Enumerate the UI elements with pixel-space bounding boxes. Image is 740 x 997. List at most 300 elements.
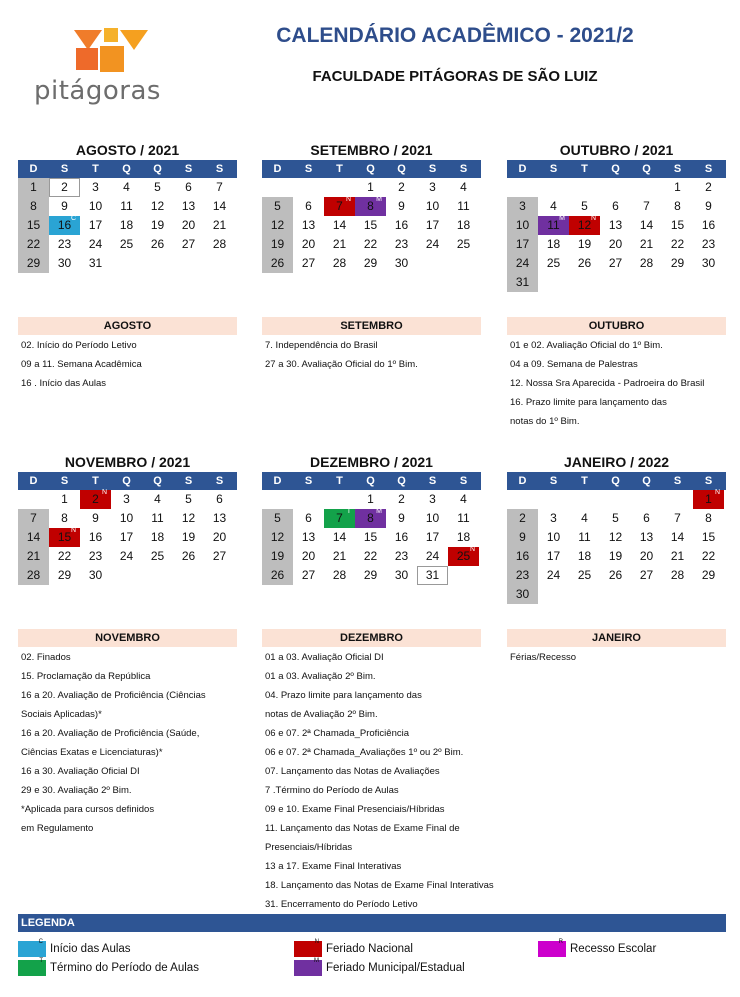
day-number: 27 <box>301 568 316 582</box>
calendar-week <box>18 490 237 509</box>
calendar-day <box>293 254 324 273</box>
day-number: 11 <box>457 199 470 213</box>
calendar-day <box>173 509 204 528</box>
pitagoras-logo <box>34 26 164 106</box>
day-event-mark: M <box>376 508 382 515</box>
calendar-day <box>417 178 448 197</box>
calendar-day <box>293 216 324 235</box>
day-number: 25 <box>456 237 471 251</box>
legend-label: Término do Período de Aulas <box>50 961 199 974</box>
calendar-empty-cell <box>600 273 631 292</box>
calendar-day <box>204 197 235 216</box>
legend-swatch <box>538 938 566 957</box>
calendar-day <box>538 547 569 566</box>
calendar-empty-cell <box>173 254 204 273</box>
notes-list <box>507 647 726 667</box>
calendar-day <box>173 547 204 566</box>
day-number: 28 <box>639 256 654 270</box>
weekday-label: S <box>428 475 437 487</box>
calendar-day <box>386 566 417 585</box>
calendar-day <box>693 566 724 585</box>
day-number: 8 <box>367 199 374 213</box>
calendar-day <box>693 216 724 235</box>
month-calendar-outubro <box>507 140 726 292</box>
calendar-day <box>507 528 538 547</box>
calendar-day <box>142 235 173 254</box>
day-number: 19 <box>150 218 165 232</box>
calendar-day <box>569 547 600 566</box>
calendar-empty-cell <box>507 490 538 509</box>
weekday-label: S <box>60 163 69 175</box>
calendar-empty-cell <box>262 490 293 509</box>
day-number: 4 <box>460 492 467 506</box>
day-number: 31 <box>515 275 530 289</box>
calendar-day <box>386 197 417 216</box>
day-number: 31 <box>88 256 103 270</box>
calendar-week <box>18 235 237 254</box>
pitagoras-logo-icon <box>70 28 150 74</box>
day-number: 19 <box>270 237 285 251</box>
legend-mark: N <box>314 938 319 945</box>
day-number: 23 <box>394 549 409 563</box>
notes-novembro <box>18 629 237 838</box>
day-number: 23 <box>701 237 716 251</box>
calendar-day <box>49 216 80 235</box>
calendar-day <box>507 216 538 235</box>
calendar-day <box>18 509 49 528</box>
day-number: 26 <box>577 256 592 270</box>
day-event-mark: N <box>101 489 107 496</box>
day-number: 21 <box>26 549 41 563</box>
calendar-day <box>204 509 235 528</box>
day-number: 9 <box>61 199 68 213</box>
calendar-day <box>600 235 631 254</box>
note-item: notas do 1º Bim. <box>510 416 580 427</box>
day-number: 3 <box>519 199 526 213</box>
day-number: 26 <box>270 256 285 270</box>
note-item: 31. Encerramento do Período Letivo <box>265 899 418 910</box>
calendar-grid <box>18 160 237 273</box>
calendar-day <box>600 216 631 235</box>
day-number: 13 <box>212 511 227 525</box>
calendar-day <box>569 216 600 235</box>
day-number: 2 <box>519 511 526 525</box>
calendar-day <box>18 178 49 197</box>
calendar-week <box>18 528 237 547</box>
legend-swatch <box>18 957 46 976</box>
day-number: 21 <box>639 237 654 251</box>
day-number: 25 <box>577 568 592 582</box>
calendar-empty-cell <box>142 566 173 585</box>
day-number: 16 <box>88 530 103 544</box>
calendar-day <box>262 197 293 216</box>
legend-item-recesso <box>538 940 656 957</box>
calendar-day <box>173 528 204 547</box>
calendar-day <box>693 235 724 254</box>
calendar-day <box>111 509 142 528</box>
month-title: NOVEMBRO / 2021 <box>64 454 191 470</box>
day-number: 7 <box>336 199 343 213</box>
day-number: 5 <box>581 199 588 213</box>
legend-swatch <box>294 938 322 957</box>
day-number: 28 <box>26 568 41 582</box>
day-number: 18 <box>577 549 592 563</box>
calendar-day <box>662 509 693 528</box>
calendar-week <box>507 585 726 604</box>
day-number: 26 <box>150 237 165 251</box>
day-number: 5 <box>274 199 281 213</box>
day-number: 7 <box>336 511 343 525</box>
day-number: 2 <box>61 180 68 194</box>
calendar-day <box>111 547 142 566</box>
calendar-day <box>386 178 417 197</box>
calendar-empty-cell <box>142 254 173 273</box>
calendar-week <box>262 490 481 509</box>
calendar-day <box>448 547 479 566</box>
calendar-day <box>204 235 235 254</box>
weekday-label: S <box>215 475 224 487</box>
day-number: 16 <box>57 218 72 232</box>
note-item: 06 e 07. 2ª Chamada_Proficiência <box>265 728 409 739</box>
weekday-header <box>262 160 481 178</box>
calendar-day <box>18 197 49 216</box>
calendar-day <box>142 528 173 547</box>
weekday-label: Q <box>366 475 375 487</box>
day-number: 22 <box>363 237 378 251</box>
day-number: 24 <box>546 568 561 582</box>
calendar-empty-cell <box>631 585 662 604</box>
calendar-day <box>142 509 173 528</box>
day-number: 1 <box>367 492 374 506</box>
calendar-week <box>18 216 237 235</box>
day-number: 26 <box>608 568 623 582</box>
notes-list <box>507 335 726 431</box>
calendar-day <box>631 509 662 528</box>
weekday-header <box>18 472 237 490</box>
weekday-label: S <box>215 163 224 175</box>
calendar-day <box>600 509 631 528</box>
calendar-week <box>507 547 726 566</box>
day-number: 12 <box>181 511 196 525</box>
note-item: 7 .Término do Período de Aulas <box>265 785 399 796</box>
note-item: 27 a 30. Avaliação Oficial do 1º Bim. <box>265 359 418 370</box>
calendar-day <box>507 566 538 585</box>
calendar-day <box>448 509 479 528</box>
logo-wordmark: pitágoras <box>34 76 161 106</box>
day-number: 27 <box>608 256 623 270</box>
day-number: 7 <box>643 199 650 213</box>
legend-mark: M <box>314 957 319 964</box>
note-item: 29 e 30. Avaliação 2º Bim. <box>21 785 132 796</box>
weekday-label: S <box>304 475 313 487</box>
notes-header: OUTUBRO <box>507 317 726 335</box>
day-event-mark: T <box>346 508 351 515</box>
calendar-day <box>417 216 448 235</box>
day-number: 28 <box>332 568 347 582</box>
day-number: 3 <box>550 511 557 525</box>
calendar-empty-cell <box>662 273 693 292</box>
day-number: 22 <box>26 237 41 251</box>
calendar-day <box>355 197 386 216</box>
calendar-week <box>18 178 237 197</box>
day-number: 10 <box>425 199 440 213</box>
day-number: 24 <box>515 256 530 270</box>
calendar-day <box>204 178 235 197</box>
calendar-week <box>507 528 726 547</box>
calendar-day <box>355 216 386 235</box>
weekday-label: S <box>459 163 468 175</box>
calendar-day <box>693 528 724 547</box>
day-event-mark: M <box>559 215 565 222</box>
calendar-day <box>448 178 479 197</box>
day-number: 6 <box>185 180 192 194</box>
note-item: 02. Início do Período Letivo <box>21 340 137 351</box>
calendar-day <box>18 254 49 273</box>
day-number: 1 <box>674 180 681 194</box>
note-item: 09 a 11. Semana Acadêmica <box>21 359 142 370</box>
calendar-day <box>173 235 204 254</box>
legend-swatch <box>18 938 46 957</box>
day-number: 6 <box>643 511 650 525</box>
calendar-day <box>49 178 80 197</box>
calendar-day <box>111 528 142 547</box>
day-number: 21 <box>212 218 227 232</box>
calendar-day <box>448 197 479 216</box>
calendar-week <box>507 254 726 273</box>
calendar-day <box>386 235 417 254</box>
note-item: 18. Lançamento das Notas de Exame Final Interativas <box>265 880 494 891</box>
note-item: 16 a 30. Avaliação Oficial DI <box>21 766 140 777</box>
calendar-week <box>262 216 481 235</box>
day-number: 30 <box>701 256 716 270</box>
day-number: 9 <box>92 511 99 525</box>
weekday-label: S <box>184 163 193 175</box>
day-number: 17 <box>546 549 561 563</box>
day-number: 10 <box>515 218 530 232</box>
day-number: 7 <box>674 511 681 525</box>
day-number: 24 <box>119 549 134 563</box>
day-number: 9 <box>398 511 405 525</box>
day-number: 30 <box>394 256 409 270</box>
calendar-day <box>262 528 293 547</box>
calendar-day <box>355 528 386 547</box>
day-number: 6 <box>305 199 312 213</box>
day-number: 27 <box>301 256 316 270</box>
calendar-day <box>80 254 111 273</box>
day-number: 13 <box>301 530 316 544</box>
legend-mark: C <box>38 938 43 945</box>
calendar-day <box>538 509 569 528</box>
legend-item-municipal <box>294 959 465 976</box>
calendar-empty-cell <box>173 566 204 585</box>
calendar-day <box>293 566 324 585</box>
calendar-day <box>386 254 417 273</box>
calendar-day <box>262 216 293 235</box>
note-item: 16. Prazo limite para lançamento das <box>510 397 667 408</box>
calendar-day <box>662 216 693 235</box>
calendar-day <box>600 566 631 585</box>
day-number: 25 <box>456 549 471 563</box>
calendar-day <box>80 235 111 254</box>
day-number: 10 <box>119 511 134 525</box>
day-number: 10 <box>425 511 440 525</box>
calendar-empty-cell <box>538 178 569 197</box>
calendar-day <box>417 197 448 216</box>
day-number: 19 <box>608 549 623 563</box>
day-number: 8 <box>367 511 374 525</box>
note-item: 16 . Início das Aulas <box>21 378 107 389</box>
calendar-day <box>569 528 600 547</box>
weekday-label: Q <box>153 163 162 175</box>
calendar-empty-cell <box>111 566 142 585</box>
weekday-label: D <box>273 475 282 487</box>
note-item: em Regulamento <box>21 823 94 834</box>
note-item: Ciências Exatas e Licenciaturas)* <box>21 747 163 758</box>
calendar-day <box>631 254 662 273</box>
day-number: 11 <box>547 218 560 232</box>
note-item: 04. Prazo limite para lançamento das <box>265 690 422 701</box>
calendar-day <box>324 216 355 235</box>
calendar-day <box>293 235 324 254</box>
calendar-day <box>324 509 355 528</box>
day-number: 4 <box>460 180 467 194</box>
day-number: 11 <box>120 199 133 213</box>
day-number: 15 <box>57 530 72 544</box>
day-number: 17 <box>515 237 530 251</box>
calendar-day <box>631 566 662 585</box>
calendar-day <box>173 216 204 235</box>
weekday-label: D <box>518 475 527 487</box>
day-number: 3 <box>429 180 436 194</box>
calendar-day <box>262 254 293 273</box>
weekday-header <box>262 472 481 490</box>
calendar-empty-cell <box>569 273 600 292</box>
day-number: 18 <box>456 218 471 232</box>
day-number: 11 <box>457 511 470 525</box>
calendar-day <box>600 254 631 273</box>
weekday-label: Q <box>611 475 620 487</box>
day-number: 28 <box>670 568 685 582</box>
calendar-day <box>262 509 293 528</box>
calendar-day <box>80 528 111 547</box>
calendar-day <box>538 566 569 585</box>
day-event-mark: N <box>590 215 596 222</box>
calendar-day <box>507 547 538 566</box>
calendar-grid <box>18 472 237 585</box>
calendar-grid <box>507 160 726 292</box>
legend-item-inicio <box>18 940 131 957</box>
day-number: 15 <box>701 530 716 544</box>
calendar-empty-cell <box>569 490 600 509</box>
calendar-day <box>293 528 324 547</box>
day-number: 12 <box>608 530 623 544</box>
calendar-day <box>18 216 49 235</box>
calendar-week <box>18 547 237 566</box>
calendar-day <box>507 235 538 254</box>
calendar-day <box>111 490 142 509</box>
calendar-grid <box>507 472 726 604</box>
calendar-day <box>324 235 355 254</box>
calendar-day <box>80 216 111 235</box>
day-number: 12 <box>270 218 285 232</box>
calendar-day <box>262 235 293 254</box>
calendar-day <box>111 197 142 216</box>
day-number: 20 <box>639 549 654 563</box>
day-number: 18 <box>546 237 561 251</box>
notes-header: SETEMBRO <box>262 317 481 335</box>
day-number: 29 <box>701 568 716 582</box>
month-calendar-agosto <box>18 140 237 273</box>
calendar-empty-cell <box>417 254 448 273</box>
calendar-day <box>49 490 80 509</box>
calendar-day <box>386 509 417 528</box>
calendar-week <box>507 197 726 216</box>
day-number: 8 <box>705 511 712 525</box>
day-number: 28 <box>212 237 227 251</box>
calendar-day <box>417 509 448 528</box>
notes-agosto <box>18 317 237 393</box>
weekday-label: Q <box>366 163 375 175</box>
calendar-day <box>662 235 693 254</box>
weekday-label: Q <box>122 163 131 175</box>
notes-setembro <box>262 317 481 374</box>
weekday-label: T <box>336 475 343 487</box>
day-number: 20 <box>212 530 227 544</box>
calendar-day <box>355 509 386 528</box>
notes-list <box>18 335 237 393</box>
weekday-label: D <box>518 163 527 175</box>
notes-list <box>18 647 237 838</box>
day-number: 7 <box>30 511 37 525</box>
calendar-day <box>538 216 569 235</box>
weekday-header <box>507 472 726 490</box>
day-number: 8 <box>674 199 681 213</box>
day-number: 13 <box>639 530 654 544</box>
day-number: 16 <box>394 218 409 232</box>
note-item: 01 a 03. Avaliação 2º Bim. <box>265 671 376 682</box>
day-number: 12 <box>150 199 165 213</box>
day-number: 27 <box>639 568 654 582</box>
notes-header: DEZEMBRO <box>262 629 481 647</box>
day-number: 29 <box>363 256 378 270</box>
day-number: 25 <box>119 237 134 251</box>
calendar-empty-cell <box>18 490 49 509</box>
day-number: 12 <box>577 218 592 232</box>
calendar-day <box>631 216 662 235</box>
weekday-label: S <box>60 475 69 487</box>
calendar-week <box>18 254 237 273</box>
calendar-day <box>80 197 111 216</box>
day-number: 16 <box>394 530 409 544</box>
calendar-day <box>18 566 49 585</box>
day-number: 23 <box>394 237 409 251</box>
month-title: JANEIRO / 2022 <box>563 454 670 470</box>
page-title: CALENDÁRIO ACADÊMICO - 2021/2 <box>276 24 634 47</box>
month-title: OUTUBRO / 2021 <box>559 142 674 158</box>
day-number: 17 <box>425 530 440 544</box>
day-number: 19 <box>181 530 196 544</box>
day-number: 5 <box>612 511 619 525</box>
calendar-day <box>18 528 49 547</box>
note-item: 01 a 03. Avaliação Oficial DI <box>265 652 384 663</box>
calendar-day <box>173 197 204 216</box>
legend-swatch <box>294 957 322 976</box>
day-number: 17 <box>88 218 103 232</box>
day-number: 12 <box>270 530 285 544</box>
day-number: 17 <box>425 218 440 232</box>
calendar-day <box>631 547 662 566</box>
calendar-day <box>569 566 600 585</box>
